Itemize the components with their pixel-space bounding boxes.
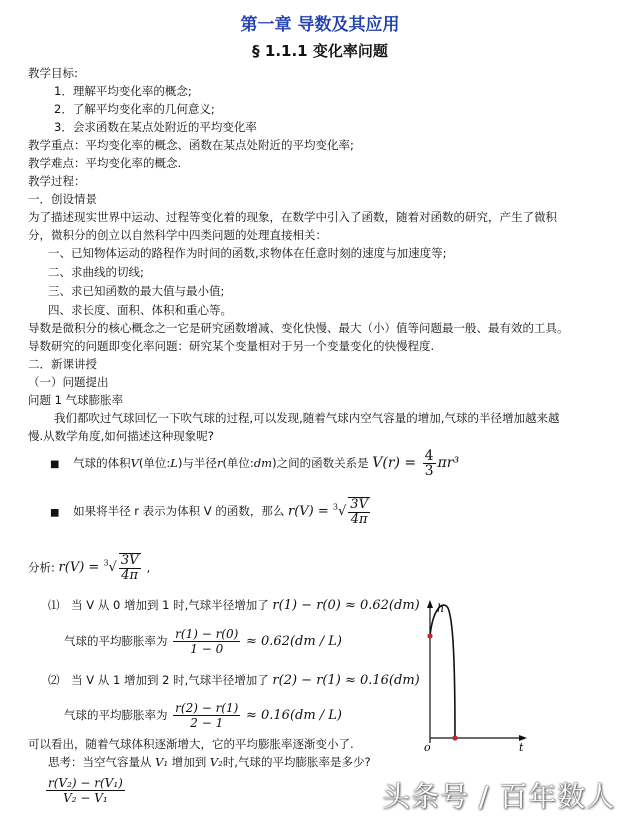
rate1-label: 气球的平均膨胀率为 — [64, 634, 168, 648]
volume-fraction-num: 4 — [424, 447, 434, 464]
case1-text: 当 V 从 0 增加到 1 时,气球半径增加了 — [71, 598, 269, 612]
volume-formula — [372, 447, 460, 479]
part1-intro-line2: 分，微积分的创立以自然科学中四类问题的处理直接相关： — [28, 228, 327, 242]
bullet1-v: V — [130, 456, 139, 470]
key-points: 教学重点：平均变化率的概念、函数在某点处附近的平均变化率; — [28, 138, 354, 152]
think-v1: V₁ — [155, 755, 169, 769]
analysis-label: 分析: — [28, 560, 55, 575]
bullet1-mid: )与半径 — [177, 456, 217, 470]
rate2-value: ≈ 0.16(dm / L) — [245, 708, 343, 723]
case1-expr: r(1) − r(0) ≈ 0.62(dm) — [272, 598, 420, 613]
rate2 — [64, 700, 342, 731]
rate2-label: 气球的平均膨胀率为 — [64, 708, 168, 722]
analysis — [28, 548, 150, 584]
part1-item-2: 二、求曲线的切线; — [48, 265, 144, 279]
process-label: 教学过程： — [28, 174, 86, 188]
analysis-tail: , — [146, 560, 151, 575]
case1-label: ⑴ — [48, 598, 60, 612]
y-axis-label: h — [437, 602, 445, 615]
radius-formula: r(V) = $^3$√ $\frac{3V}{4\pi}$ — [287, 496, 368, 527]
think-prefix: 思考：当空气容量从 — [48, 755, 152, 769]
bullet1-unit2-var: dm — [253, 456, 273, 470]
radicand-num: 3V — [350, 496, 368, 512]
part1-item-3: 三、求已知函数的最大值与最小值; — [48, 284, 225, 298]
think — [48, 755, 371, 770]
rate2-fraction — [173, 701, 240, 730]
part2-heading: 二．新课讲授 — [28, 357, 97, 371]
rate1 — [64, 626, 342, 657]
volume-fraction-den: 3 — [424, 462, 434, 479]
part1-item-4: 四、求长度、面积、体积和重心等。 — [48, 303, 232, 317]
bullet2-text: 如果将半径 r 表示为体积 V 的函数，那么 — [73, 504, 285, 519]
part1-study-line: 导数研究的问题即变化率问题：研究某个变量相对于另一个变量变化的快慢程度. — [28, 339, 435, 353]
bullet1-unit1: (单位: — [138, 456, 171, 470]
rate2-num: r(2) − r(1) — [175, 701, 239, 715]
rate1-fraction — [173, 627, 240, 656]
difficulties: 教学难点：平均变化率的概念. — [28, 156, 182, 170]
bullet1-r: r — [216, 456, 223, 470]
radius-radicand — [348, 497, 370, 527]
goal-item-2: 2．了解平均变化率的几何意义; — [54, 102, 215, 116]
bullet1-suffix: )之间的函数关系是 — [272, 456, 369, 470]
volume-rhs: πr³ — [437, 455, 460, 471]
rate1-num: r(1) − r(0) — [175, 627, 239, 641]
part1-heading: 一．创设情景 — [28, 192, 97, 206]
height-time-graph — [415, 598, 535, 758]
bullet1-prefix: 气球的体积 — [73, 456, 131, 470]
part2-subheading: （一）问题提出 — [28, 375, 109, 389]
analysis-radicand-num: 3V — [120, 552, 139, 568]
rate1-value: ≈ 0.62(dm / L) — [245, 634, 343, 649]
bullet1-unit2: (单位: — [222, 456, 254, 470]
section-title: § 1.1.1 变化率问题 — [252, 42, 388, 60]
cube-index: 3 — [332, 503, 338, 512]
radicand-den: 4π — [350, 511, 368, 527]
think-v2: V₂ — [209, 755, 223, 769]
bullet2 — [50, 492, 372, 529]
part1-core-line: 导数是微积分的核心概念之一它是研究函数增减、变化快慢、最大（小）值等问题最一般、最有效的工具。 — [28, 321, 569, 335]
y-axis-arrow-icon — [427, 600, 433, 608]
case2-text: 当 V 从 1 增加到 2 时,气球半径增加了 — [71, 673, 269, 687]
analysis-radicand — [119, 553, 141, 583]
radius-lhs: r(V) = — [287, 504, 329, 520]
bullet1 — [50, 448, 459, 480]
part1-intro-line1: 为了描述现实世界中运动、过程等变化着的现象，在数学中引入了函数，随着对函数的研究，产生了微积 — [28, 210, 557, 224]
conclusion: 可以看出，随着气球体积逐渐增大，它的平均膨胀率逐渐变小了. — [28, 737, 354, 751]
height-curve — [430, 605, 455, 738]
case1 — [48, 598, 420, 613]
analysis-radicand-den: 4π — [121, 567, 139, 583]
final-fraction — [44, 776, 127, 805]
chapter-title: 第一章 导数及其应用 — [240, 15, 400, 35]
think-suffix: 时,气球的平均膨胀率是多少? — [222, 755, 371, 769]
rate2-den: 2 − 1 — [190, 716, 224, 730]
rate1-den: 1 − 0 — [190, 642, 224, 656]
start-point — [427, 633, 432, 638]
bullet-square-icon: ■ — [50, 507, 60, 519]
problem-line1: 我们都吹过气球回忆一下吹气球的过程,可以发现,随着气球内空气容量的增加,气球的半径增加越来越 — [54, 411, 560, 425]
bullet-square-icon: ■ — [50, 459, 60, 470]
case2-label: ⑵ — [48, 673, 60, 687]
analysis-cube-index: 3 — [103, 559, 109, 568]
goals-label: 教学目标: — [28, 66, 78, 80]
x-axis-label: t — [519, 741, 524, 754]
volume-fraction — [423, 449, 436, 478]
problem-title: 问题 1 气球膨胀率 — [28, 393, 124, 407]
volume-lhs: V(r) = — [372, 455, 417, 471]
watermark: 头条号 / 百年数人 — [382, 780, 616, 813]
final-den: V₂ − V₁ — [63, 791, 108, 805]
problem-line2: 慢.从数学角度,如何描述这种现象呢? — [28, 429, 214, 443]
analysis-lhs: r(V) = — [58, 560, 100, 576]
part1-item-1: 一、已知物体运动的路程作为时间的函数,求物体在任意时刻的速度与加速度等; — [48, 246, 447, 260]
goal-item-3: 3．会求函数在某点处附近的平均变化率 — [54, 120, 257, 134]
final-num: r(V₂) − r(V₁) — [48, 776, 123, 790]
analysis-formula: r(V) = $^3$√ $\frac{3V}{4\pi}$ — [58, 552, 139, 583]
case2-expr: r(2) − r(1) ≈ 0.16(dm) — [272, 673, 420, 688]
origin-label: o — [424, 741, 431, 754]
think-mid: 增加到 — [171, 755, 207, 769]
case2 — [48, 673, 420, 688]
goal-item-1: 1．理解平均变化率的概念; — [54, 84, 192, 98]
landing-point — [452, 735, 457, 740]
bullet1-unit1-var: L — [170, 456, 178, 470]
